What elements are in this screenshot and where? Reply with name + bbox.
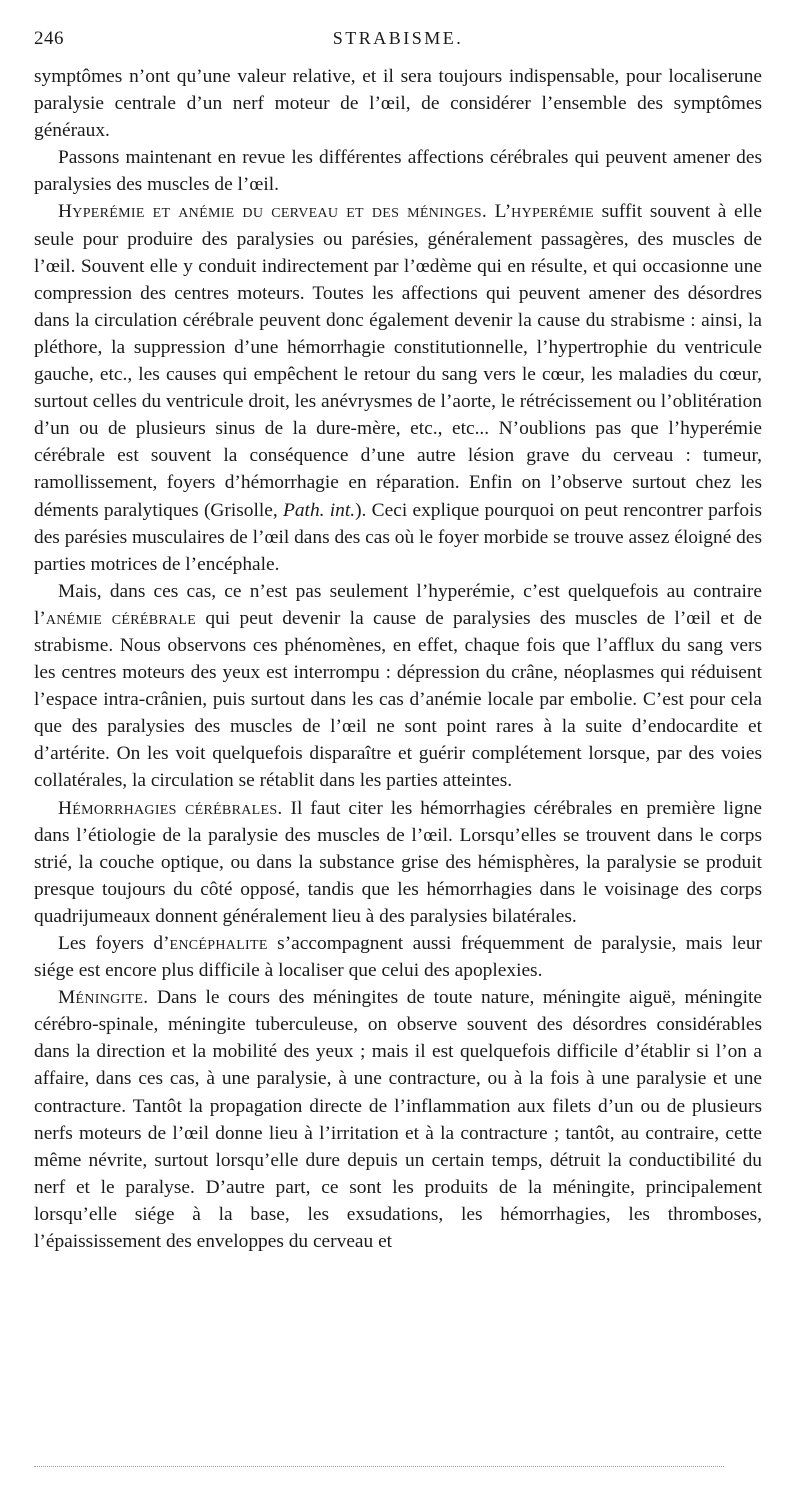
text-run: Dans le cours des méningites de toute nature, méningite aiguë, méningite cérébro-spinale, méningite tuberculeuse, on observe souvent des désordres considérables dans la direction et la mobilité des yeux ; mais il est quelquefois difficile d’établir si l’on a affaire, dans ces cas, à une paralysie, à une contracture, ou à la fois à une paralysie et une contracture. Tantôt la propagation directe de l’inflammation aux filets d’un ou de plusieurs nerfs moteurs de l’œil donne lieu à l’irritation et à la contracture ; tantôt, au contraire, cette même névrite, surtout lorsqu’elle dure depuis un certain temps, détruit la conductibilité du nerf et le paralyse. D’autre part, ce sont les produits de la méningite, principalement lorsqu’elle siége à la base, les exsudations, les hémorrhagies, les thromboses, l’épaississement des enveloppes du cerveau et: [34, 987, 762, 1253]
running-title: STRABISME.: [332, 28, 464, 48]
section-heading: hyperémie: [511, 201, 594, 223]
text-run: qui peut devenir la cause de paralysies des muscles de l’œil et de strabisme. Nous observons ces phénomènes, en effet, chaque fois que l’afflux du sang vers les centres moteurs des yeux est interrompu : dépression du crâne, néoplasmes qui réduisent l’espace intra-crânien, puis surtout dans les cas d’anémie locale par embolie. C’est pour cela que des paralysies des muscles de l’œil ne sont point rares à la suite d’endocardite et d’artérite. On les voit quelquefois disparaître et guérir complétement lorsque, par des voies collatérales, la circulation se rétablit dans les parties atteintes.: [34, 607, 762, 792]
paragraph: [34, 984, 762, 1255]
section-heading: encéphalite: [169, 933, 268, 954]
paragraph: [34, 930, 762, 984]
paragraph: [34, 144, 762, 198]
text-run: Il faut citer les hémorrhagies cérébrales en première ligne dans l’étiologie de la paralysie des muscles de l’œil. Lorsqu’elles se trouvent dans le corps strié, la couche optique, ou dans la substance grise des hémisphères, la paralysie se produit presque toujours du côté opposé, tandis que les hémorrhagies dans le voisinage des corps quadrijumeaux donnent généralement lieu à des paralysies bilatérales.: [34, 797, 762, 927]
section-heading: anémie cérébrale: [45, 607, 197, 629]
body-text: [34, 63, 762, 1255]
paragraph: [34, 63, 762, 144]
page-header: [34, 28, 762, 56]
text-run: L’: [487, 201, 512, 223]
section-heading: Hyperémie et anémie du cerveau et des méninges.: [58, 201, 488, 223]
text-run: symptômes n’ont qu’une valeur relative, et il sera toujours indispensable, pour localiserune paralysie centrale d’un nerf moteur de l’œil, de considérer l’ensemble des symptômes généraux.: [34, 66, 762, 142]
paragraph: [34, 198, 762, 577]
text-run: suffit souvent à elle seule pour produire des paralysies ou parésies, généralement passagères, des muscles de l’œil. Souvent elle y conduit indirectement par l’œdème qui en résulte, et qui occasionne une compression des centres moteurs. Toutes les affections qui peuvent amener des désordres dans la circulation cérébrale peuvent donc également devenir la cause du strabisme : ainsi, la pléthore, la suppression d’une hémorrhagie constitutionnelle, l’hypertrophie du ventricule gauche, etc., les causes qui empêchent le retour du sang vers le cœur, les maladies du cœur, surtout celles du ventricule droit, les anévrysmes de l’aorte, le rétrécissement ou l’oblitération d’un ou de plusieurs sinus de la dure-mère, etc., etc... N’oublions pas que l’hyperémie cérébrale est souvent la conséquence d’une autre lésion grave du cerveau : tumeur, ramollissement, foyers d’hémorrhagie en réparation. Enfin on l’observe surtout chez les déments paralytiques (Grisolle,: [34, 201, 763, 521]
text-run: Mais, dans ces cas, ce n’est pas seulement l’hyperémie, c’est quelquefois au contraire l’: [34, 580, 762, 629]
section-heading: Méningite.: [58, 987, 149, 1009]
paragraph: [34, 578, 762, 795]
section-heading: Hémorrhagies cérébrales.: [58, 797, 283, 819]
paragraph: [34, 795, 762, 930]
text-run: s’accompagnent aussi fréquemment de paralysie, mais leur siége est encore plus difficile à localiser que celui des apoplexies.: [34, 933, 762, 982]
italic-citation: Path. int.: [283, 499, 356, 521]
page-number: 246: [34, 28, 64, 49]
text-run: Les foyers d’: [58, 933, 170, 954]
text-run: ). Ceci explique pourquoi on peut rencontrer parfois des parésies musculaires de l’œil dans des cas où le foyer morbide se trouve assez éloigné des parties motrices de l’encéphale.: [34, 499, 762, 575]
text-run: Passons maintenant en revue les différentes affections cérébrales qui peuvent amener des paralysies des muscles de l’œil.: [34, 147, 762, 196]
footer-rule: [34, 1466, 724, 1467]
